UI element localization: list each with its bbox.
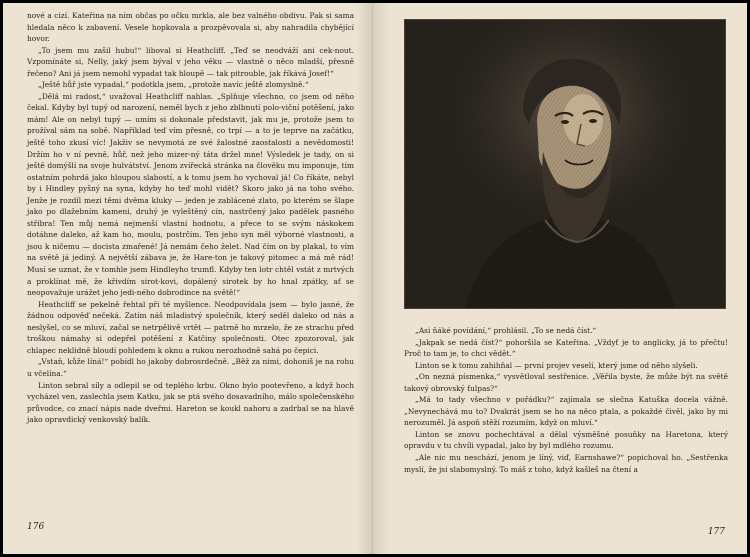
portrait-engraving-image [405, 20, 725, 308]
page-number-right: 177 [707, 527, 725, 537]
left-page-text [27, 10, 354, 426]
book-spread [3, 3, 747, 554]
paragraph: „Ještě hůř jste vypadal,“ podotkla jsem, „protože navíc ještě zlomyslně.“ [38, 80, 309, 90]
paragraph: Linton sebral síly a odlepil se od teplého krbu. Okno bylo pootevřeno, a když hoch vycházel ven, zaslechla jsem Katku, jak se ptá svého dosavadního, málo společenského průvodce, co znací nápis nade dveřmi. Hareton se koukl nahoru a zadrbal se na hlavě jako opravdický venkovský balík. [27, 380, 354, 425]
right-page [373, 3, 747, 554]
paragraph: „Jakpak se nedá číst?“ pohoršila se Kateřina. „Vždyť je to anglicky, já to přečtu! Proč to tam je, to chci vědět.“ [404, 337, 728, 359]
paragraph: Heathcliff se pekelně řehtal při té myšlence. Neodpovídala jsem — bylo jasné, že žádnou odpověď nečeká. Zatím náš mladistvý společník, který seděl daleko od nás a neslyšel, co se mluví, začal se netrpělivě vrtět — patrně ho mrzelo, že ze strachu před troškou námahy si odepřel potěšení z Katčiny společnosti. Otec zpozoroval, jak chlapec neklidně bloudí pohledem k oknu a rukou nerozhodně sahá po čepici. [27, 299, 354, 355]
page-number-left: 176 [27, 522, 45, 532]
paragraph: nové a cizí. Kateřina na ním občas po očku mrkla, ale bez valného obdivu. Pak si sama hledala něco k zabavení. Vesele hopkovala a prozpěvovala si, aby nahradila chybějící hovor. [27, 11, 354, 44]
paragraph: „Asi ňáké povídání,“ prohlásil. „To se nedá číst.“ [415, 326, 597, 335]
paragraph: „On nezná písmenka,“ vysvětloval sestřenice. „Věřila byste, že může být na světě takový obrovský ťulpas?“ [404, 372, 728, 393]
right-page-text [404, 325, 728, 475]
paragraph: „Dělá mi radost,“ uvažoval Heathcliff nahlas. „Splňuje všechno, co jsem od něho čekal. Kdyby byl tupý od narození, neměl bych z jeho zblbnutí polo-viční potěšení, jako mám! Ale on nebyl tupý — umím si dokonale představit, jak mu je, protože jsem to prožíval sám na sobě. Například teď vím přesně, co trpí — a to je teprve na začátku, ještě toho zkusí víc! Jakživ se nevymotá ze své žalostné zaostalosti a nevědomosti! Držím ho v ní pevně, hůř, než jeho mizer-ný táta držel mne! Výsledek je tady, on si ještě domýšlí na svoje hulvátství. Jenom zvířecká stránka na člověku mu imponuje, tím ostatním pohrdá jako hloupou slabostí, a k tomu jsem ho vychoval já! Co říkáte, nebyl by i Hindley pyšný na syna, kdyby ho teď mohl vidět? Skoro jako já na toho svého. Jenže je rozdíl mezi těmi dvěma kluky — jeden je zablácené zlato, po kterém se šlape jako po dlažebním kameni, druhý je vyleštěný cín, nastrčený jako padělek pasného stříbra! Ten můj nemá nejmenší vlastní hodnotu, a přece to se svým náskokem dotáhne daleko, až kam ho, moulu, postrčím. Ten jeho syn měl výborné vlastnosti, a jsou k ničemu — docista zmařené! Já nemám čeho želet. Nad čím on by plakal, to vím na světě já jediný. A největší zábava je, že Hare-ton je takový pitomec a má mě rád! Musí se uznat, že v tomhle jsem Hindleyho trumfl. Kdyby ten lotr chtěl vstát z mrtvých a proklínat mě, že křivdím sirot-kovi, dopálený sirotek by ho hnal zpátky, ať se neopovažuje urážet jeho jedi-ného dobrodince na světě!“ [27, 91, 354, 298]
paragraph: „Má to tady všechno v pořádku?“ zajímala se slečna Katuška docela vážně. „Nevynechává mu to? Dvakrát jsem se ho na něco ptala, a pokaždé čivěl, jako by mi nerozuměl. Já aspoň stěží rozumím, když on mluví.“ [404, 395, 728, 428]
paragraph: „Ale nic mu neschází, jenom je líný, viď, Earnshawe?“ popichoval ho. „Sestřenka myslí, že jsi slabomyslný. To máš z toho, když kašleš na čtení a [404, 453, 728, 474]
paragraph: „Vstaň, kůže líná!“ pobídl ho jakoby dobrosrdečně. „Běž za nimi, dohoniš je na rohu u včelína.“ [27, 357, 354, 378]
gutter-shadow-right [374, 3, 390, 554]
left-page [3, 3, 373, 554]
paragraph: Linton se znovu pochechtával a dělal výsměšné posuňky na Haretona, který opravdu v tu chvíli vypadal, jako by byl mdlého rozumu. [404, 429, 728, 451]
paragraph: Linton se k tomu zahihňal — první projev veselí, který jsme od něho slyšeli. [415, 360, 698, 370]
gutter-shadow-left [356, 3, 372, 554]
portrait-illustration [404, 19, 726, 309]
paragraph: „To jsem mu zašil hubu!“ liboval si Heathcliff. „Teď se neodváží ani cek-nout. Vzpomínáte si, Nelly, jaký jsem býval v jeho věku — vlastně o něco mladší, přesně řečeno? Ani já jsem nemohl vypadat tak hloupě — tak pitrouble, jak říkává Josef!“ [27, 45, 354, 78]
